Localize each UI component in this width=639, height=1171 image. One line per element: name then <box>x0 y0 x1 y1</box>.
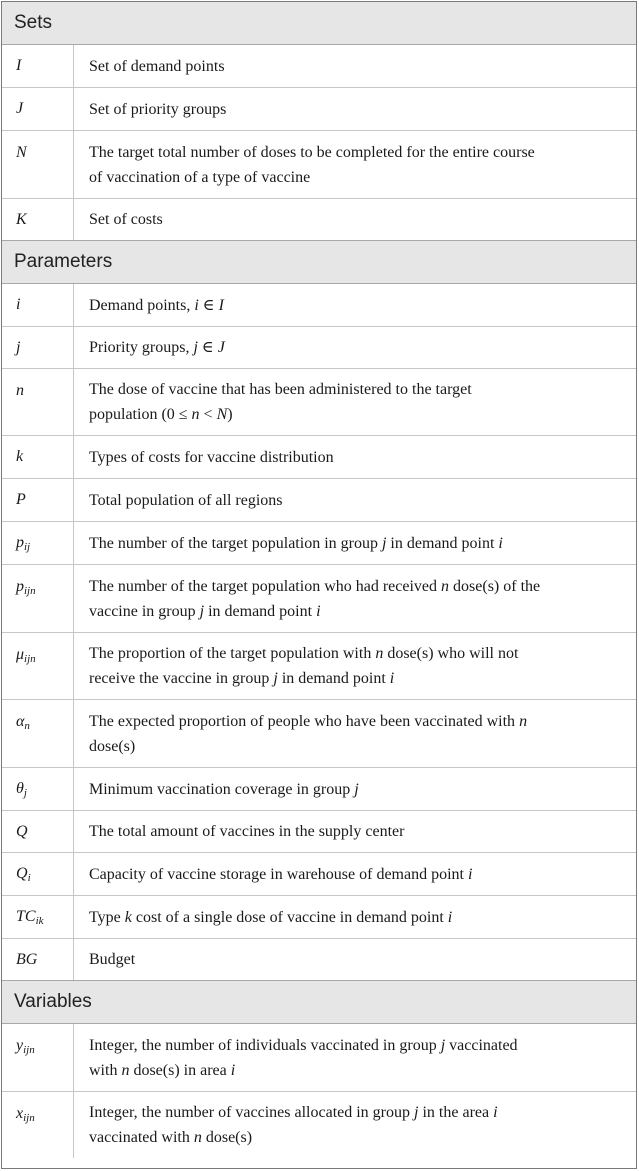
description-cell <box>74 479 636 521</box>
section-header-variables <box>2 981 636 1024</box>
description-cell <box>74 199 636 240</box>
symbol: $\mu_{ijn}$ <box>16 646 36 665</box>
description-line: The proportion of the target population with n dose(s) who will not <box>89 645 519 662</box>
description: The number of the target population in group j in demand point i <box>89 534 503 552</box>
symbol-cell <box>2 700 74 767</box>
description-cell <box>74 853 636 895</box>
symbol-cell <box>2 199 74 240</box>
symbol: $Q_i$ <box>16 864 31 884</box>
symbol-cell <box>2 1024 74 1091</box>
description-cell <box>74 88 636 130</box>
description-line: of vaccination of a type of vaccine <box>89 168 311 186</box>
symbol-cell <box>2 45 74 87</box>
symbol-cell <box>2 88 74 130</box>
notation-table <box>1 1 637 1169</box>
description: Set of costs <box>89 211 163 228</box>
table-row <box>2 522 636 565</box>
symbol: i <box>16 296 21 313</box>
description-cell <box>74 768 636 810</box>
symbol-cell <box>2 768 74 810</box>
section-title: Variables <box>14 991 92 1012</box>
description-cell <box>74 327 636 368</box>
description-cell <box>74 1024 636 1091</box>
description-line: The expected proportion of people who have been vaccinated with n <box>89 712 528 730</box>
table-row <box>2 284 636 327</box>
description-line: with n dose(s) in area i <box>89 1061 236 1079</box>
symbol-cell <box>2 522 74 564</box>
description-line: The dose of vaccine that has been administered to the target <box>89 381 472 398</box>
description: Priority groups, j ∈ J <box>89 339 225 356</box>
description-line: dose(s) <box>89 737 136 755</box>
description-line: receive the vaccine in group j in demand point i <box>89 670 395 687</box>
table-row <box>2 436 636 479</box>
description: The total amount of vaccines in the supply center <box>89 823 405 840</box>
table-row <box>2 768 636 811</box>
symbol: $\alpha_n$ <box>16 713 30 732</box>
description: Minimum vaccination coverage in group j <box>89 780 359 798</box>
symbol-cell <box>2 369 74 435</box>
table-row <box>2 45 636 88</box>
table-row <box>2 853 636 896</box>
symbol-cell <box>2 565 74 632</box>
table-row <box>2 1092 636 1158</box>
description-cell <box>74 700 636 767</box>
description-line: The target total number of doses to be completed for the entire course <box>89 143 535 161</box>
description-cell <box>74 1092 636 1158</box>
symbol: $y_{ijn}$ <box>16 1037 35 1056</box>
description-line: Integer, the number of individuals vaccinated in group j vaccinated <box>89 1036 518 1054</box>
description-cell <box>74 811 636 852</box>
symbol: K <box>16 210 27 228</box>
symbol-cell <box>2 811 74 852</box>
symbol: $p_{ijn}$ <box>16 578 36 597</box>
symbol-cell <box>2 853 74 895</box>
symbol: j <box>16 338 21 356</box>
description-cell <box>74 436 636 478</box>
symbol-cell <box>2 896 74 938</box>
symbol-cell <box>2 284 74 326</box>
description-cell <box>74 633 636 699</box>
table-row <box>2 327 636 369</box>
description-line: Integer, the number of vaccines allocated in group j in the area i <box>89 1104 498 1121</box>
symbol-cell <box>2 327 74 368</box>
table-row <box>2 88 636 131</box>
description-cell <box>74 522 636 564</box>
symbol: J <box>16 100 24 117</box>
table-row <box>2 479 636 522</box>
description-line: vaccine in group j in demand point i <box>89 602 321 620</box>
symbol: $x_{ijn}$ <box>16 1105 35 1124</box>
table-row <box>2 565 636 633</box>
table-row <box>2 633 636 700</box>
description: Demand points, i ∈ I <box>89 296 224 314</box>
description-cell <box>74 284 636 326</box>
description: Total population of all regions <box>89 491 283 509</box>
symbol: $TC_{ik}$ <box>16 907 44 927</box>
description: Types of costs for vaccine distribution <box>89 448 334 466</box>
description-cell <box>74 896 636 938</box>
section-header-sets <box>2 2 636 45</box>
description: Set of priority groups <box>89 100 227 118</box>
description-cell <box>74 369 636 435</box>
section-title: Parameters <box>14 251 113 272</box>
symbol: $\theta_j$ <box>16 779 27 799</box>
symbol-cell <box>2 633 74 699</box>
table-row <box>2 939 636 981</box>
section-title: Sets <box>14 12 53 33</box>
description-line: vaccinated with n dose(s) <box>89 1129 253 1146</box>
symbol: P <box>16 491 26 508</box>
symbol: $p_{ij}$ <box>16 533 31 553</box>
description-cell <box>74 131 636 198</box>
symbol-cell <box>2 436 74 478</box>
description: Set of demand points <box>89 57 225 75</box>
symbol: k <box>16 448 24 465</box>
table-row <box>2 896 636 939</box>
symbol: Q <box>16 822 28 840</box>
description: Budget <box>89 951 136 968</box>
table-row <box>2 131 636 199</box>
symbol: I <box>16 57 22 74</box>
section-header-parameters <box>2 241 636 284</box>
table-row <box>2 199 636 241</box>
table-row <box>2 369 636 436</box>
symbol-cell <box>2 479 74 521</box>
symbol-cell <box>2 1092 74 1158</box>
symbol: BG <box>16 950 38 968</box>
symbol-cell <box>2 939 74 980</box>
description-cell <box>74 565 636 632</box>
table-row <box>2 700 636 768</box>
table-row <box>2 1024 636 1092</box>
description: Capacity of vaccine storage in warehouse of demand point i <box>89 865 473 883</box>
description-cell <box>74 45 636 87</box>
description-line: population (0 ≤ n < N) <box>89 406 233 423</box>
description: Type k cost of a single dose of vaccine in demand point i <box>89 908 453 926</box>
symbol: N <box>16 144 27 161</box>
description-cell <box>74 939 636 980</box>
description-line: The number of the target population who had received n dose(s) of the <box>89 577 541 595</box>
symbol: n <box>16 382 24 399</box>
table-row <box>2 811 636 853</box>
symbol-cell <box>2 131 74 198</box>
